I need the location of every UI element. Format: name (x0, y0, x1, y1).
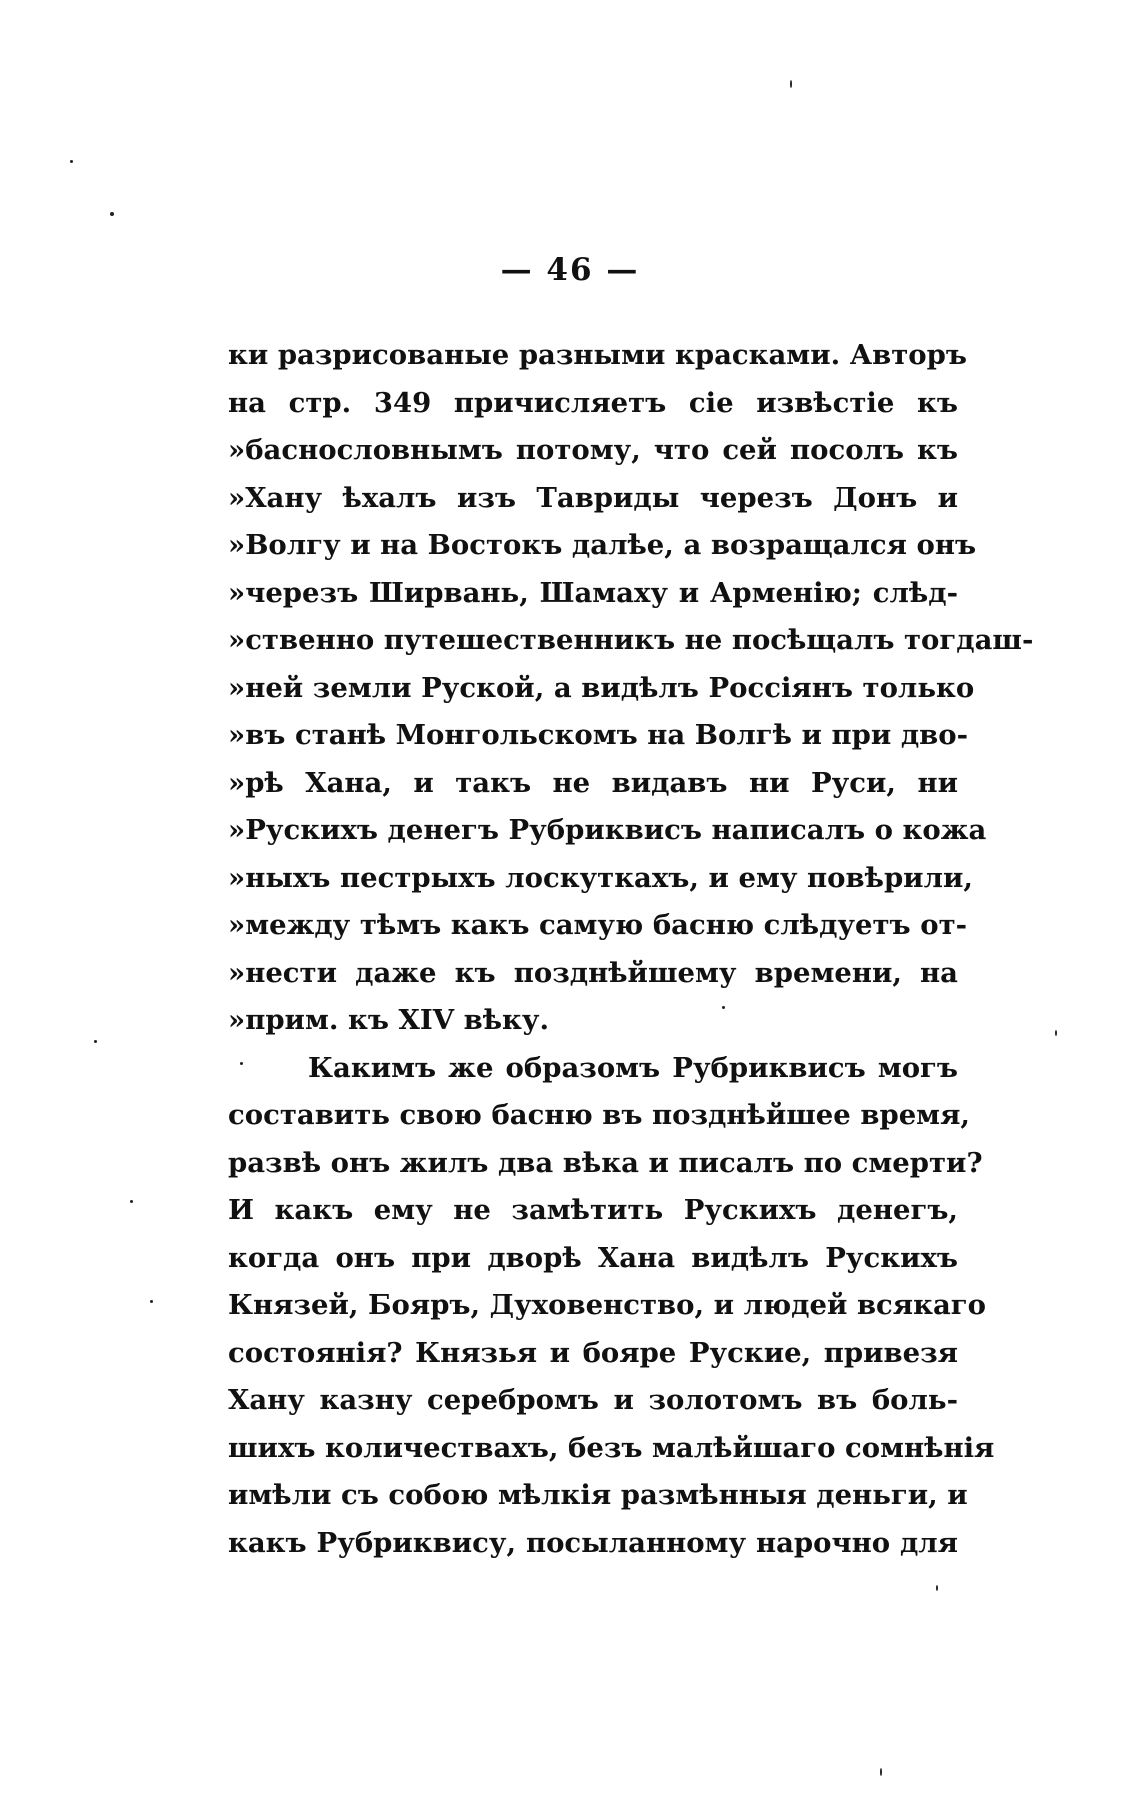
scan-speck (936, 1585, 938, 1591)
text-line: »ныхъ пестрыхъ лоскуткахъ, и ему повѣрили, (228, 861, 973, 894)
text-line: шихъ количествахъ, безъ малѣйшаго сомнѣнія (228, 1431, 995, 1464)
text-line: ки разрисованые разными красками. Авторъ (228, 339, 967, 371)
text-line: »баснословнымъ потому, что сей посолъ къ (228, 434, 958, 466)
scan-speck (150, 1300, 153, 1303)
text-line: развѣ онъ жилъ два вѣка и писалъ по смерти? (228, 1146, 983, 1179)
text-line: »Хану ѣхалъ изъ Тавриды черезъ Донъ и (228, 481, 958, 514)
text-line: »ней земли Руской, а видѣлъ Россіянъ только (228, 671, 975, 704)
scan-speck (790, 80, 792, 88)
text-line: »рѣ Хана, и такъ не видавъ ни Руси, ни (228, 766, 958, 799)
text-line: »прим. къ XIV вѣку. (228, 1004, 550, 1036)
text-line: И какъ ему не замѣтить Рускихъ денегъ, (228, 1194, 958, 1226)
text-line: Хану казну серебромъ и золотомъ въ боль- (228, 1384, 958, 1416)
text-line: »между тѣмъ какъ самую басню слѣдуетъ от- (228, 909, 968, 941)
scan-speck (722, 1006, 725, 1009)
scan-speck (1055, 1030, 1057, 1036)
scan-speck (880, 1768, 882, 1776)
scan-speck (240, 1062, 243, 1065)
scan-speck (110, 212, 114, 216)
text-line: какъ Рубриквису, посыланному нарочно для (228, 1526, 958, 1559)
page-number: — 46 — (500, 252, 640, 288)
paragraph-start-line: Какимъ же образомъ Рубриквисъ могъ (308, 1051, 958, 1084)
text-line: когда онъ при дворѣ Хана видѣлъ Рускихъ (228, 1241, 958, 1274)
body-text (228, 332, 1034, 1567)
text-line: »Рускихъ денегъ Рубриквисъ написалъ о кожа (228, 814, 987, 846)
text-line: на стр. 349 причисляетъ сіе извѣстіе къ (228, 386, 958, 419)
scan-speck (94, 1040, 97, 1043)
text-line: Князей, Бояръ, Духовенство, и людей всякаго (228, 1289, 986, 1321)
text-line: »ственно путешественникъ не посѣщалъ тогдаш- (228, 624, 1034, 656)
text-line: »черезъ Ширвань, Шамаху и Арменію; слѣд- (228, 576, 958, 609)
text-line: »въ станѣ Монгольскомъ на Волгѣ и при дво- (228, 719, 969, 751)
text-line: »нести даже къ позднѣйшему времени, на (228, 956, 958, 989)
text-line: »Волгу и на Востокъ далѣе, а возращался онъ (228, 529, 977, 561)
scan-speck (130, 1200, 133, 1203)
text-line: имѣли съ собою мѣлкія размѣнныя деньги, и (228, 1479, 968, 1511)
text-line: составить свою басню въ позднѣйшее время, (228, 1099, 970, 1131)
scan-speck (70, 160, 73, 163)
text-line: состоянія? Князья и бояре Руские, привезя (228, 1336, 958, 1369)
